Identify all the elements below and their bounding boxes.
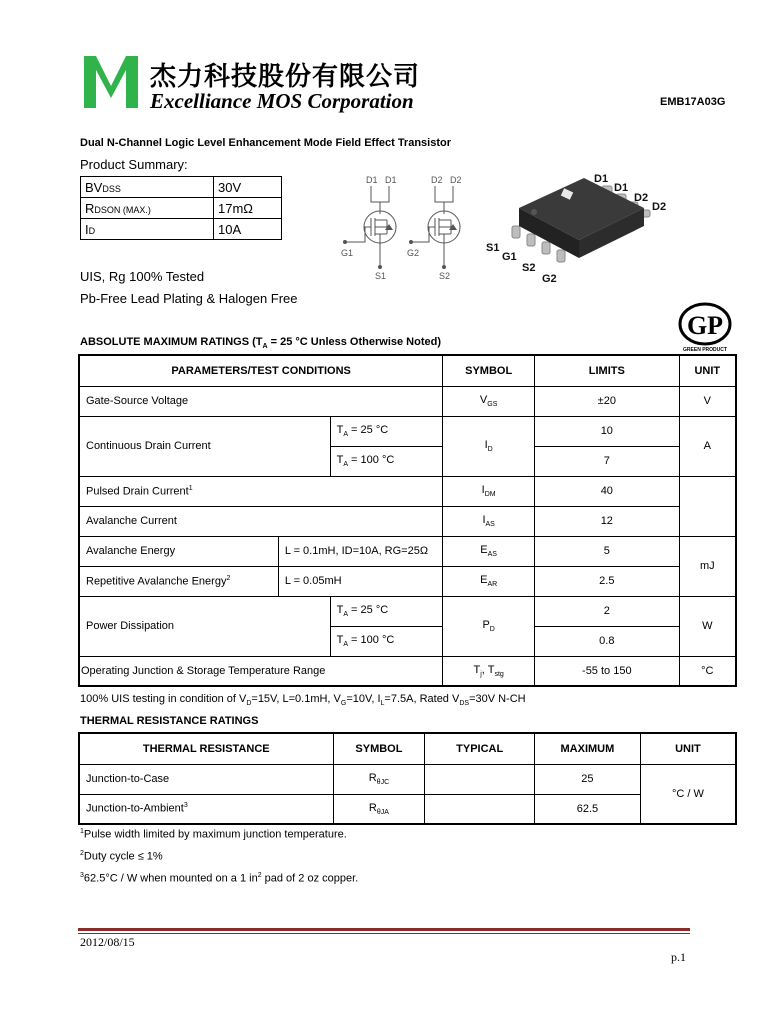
param-subscript: DSON (MAX.) bbox=[94, 204, 151, 215]
footnote-number: 1 bbox=[80, 828, 84, 835]
symbol-cell bbox=[443, 536, 535, 566]
limit-cell: 5 bbox=[535, 536, 680, 566]
typical-cell bbox=[425, 764, 535, 794]
header-maximum: MAXIMUM bbox=[535, 733, 641, 764]
cond-text: T bbox=[336, 633, 344, 646]
symbol: R bbox=[368, 801, 377, 814]
pkg-label-g2: G2 bbox=[542, 273, 557, 285]
param-text: Junction-to-Ambient bbox=[86, 803, 184, 816]
param-cell: Operating Junction & Storage Temperature Range bbox=[79, 656, 443, 686]
unit-cell: °C bbox=[679, 656, 736, 686]
sop8-package-icon bbox=[484, 168, 674, 286]
limit-cell: ±20 bbox=[535, 386, 680, 416]
schem-label-d2: D2 bbox=[431, 175, 443, 185]
param-cell: Avalanche Energy bbox=[79, 536, 278, 566]
table-row bbox=[79, 596, 736, 626]
abs-max-title bbox=[80, 336, 441, 350]
limit-cell: 12 bbox=[535, 506, 680, 536]
note-text: =30V N-CH bbox=[469, 693, 526, 705]
cond-text: = 100 °C bbox=[348, 633, 395, 646]
condition-cell bbox=[330, 446, 443, 476]
note-text: =10V, I bbox=[346, 693, 381, 705]
schem-label-g1: G1 bbox=[341, 248, 354, 258]
symbol: R bbox=[368, 771, 377, 784]
company-name-english: Excelliance MOS Corporation bbox=[150, 89, 414, 113]
product-summary-title: Product Summary: bbox=[80, 157, 188, 172]
param-main: I bbox=[85, 221, 89, 237]
table-row bbox=[79, 656, 736, 686]
header-param: THERMAL RESISTANCE bbox=[79, 733, 333, 764]
param-text: Pulsed Drain Current bbox=[86, 485, 189, 498]
footnote-number: 3 bbox=[80, 872, 84, 879]
footnote-number: 2 bbox=[80, 850, 84, 857]
symbol-cell bbox=[443, 506, 535, 536]
schem-label-d1: D1 bbox=[366, 175, 378, 185]
cond-text: = 25 °C bbox=[348, 603, 389, 616]
limit-cell: 2.5 bbox=[535, 566, 680, 596]
footnote-text: Duty cycle ≤ 1% bbox=[83, 850, 163, 863]
feature-pb-free: Pb-Free Lead Plating & Halogen Free bbox=[80, 291, 298, 306]
summary-value: 17mΩ bbox=[214, 198, 282, 219]
symbol-sub: AS bbox=[487, 551, 497, 559]
table-header-row bbox=[79, 355, 736, 386]
condition-cell bbox=[330, 626, 443, 656]
unit-cell: V bbox=[679, 386, 736, 416]
gp-logo-subtext: GREEN PRODUCT bbox=[683, 347, 727, 353]
gp-logo-text: GP bbox=[686, 311, 724, 340]
param-cell bbox=[79, 794, 333, 824]
note-sub: L bbox=[380, 700, 385, 708]
pkg-label-g1: G1 bbox=[502, 251, 517, 263]
param-cell: Avalanche Current bbox=[79, 506, 443, 536]
cond-sub: A bbox=[343, 611, 348, 619]
title-text: = 25 °C Unless Otherwise Noted) bbox=[267, 336, 441, 348]
note-sub: DS bbox=[459, 700, 470, 708]
thermal-table bbox=[78, 732, 737, 825]
schem-label-g2: G2 bbox=[407, 248, 420, 258]
param-subscript: D bbox=[88, 225, 96, 236]
pkg-label-d2: D2 bbox=[652, 201, 667, 213]
part-number: EMB17A03G bbox=[660, 96, 726, 108]
table-row bbox=[79, 506, 736, 536]
footnote-ref: 1 bbox=[188, 484, 193, 492]
param-cell: Gate-Source Voltage bbox=[79, 386, 443, 416]
green-product-logo-icon bbox=[677, 301, 733, 353]
note-sub: D bbox=[246, 700, 252, 708]
limit-cell: 7 bbox=[535, 446, 680, 476]
symbol: I bbox=[482, 513, 486, 526]
symbol-sub: AS bbox=[485, 521, 495, 529]
param-cell bbox=[79, 566, 278, 596]
footer-rule-thin bbox=[78, 933, 690, 934]
cond-sub: A bbox=[343, 461, 348, 469]
symbol-sub: AR bbox=[487, 581, 498, 589]
symbol-cell bbox=[333, 794, 425, 824]
unit-cell bbox=[679, 476, 736, 536]
symbol: E bbox=[480, 543, 488, 556]
param-cell: Junction-to-Case bbox=[79, 764, 333, 794]
pkg-label-d1: D1 bbox=[614, 182, 629, 194]
limit-cell: -55 to 150 bbox=[535, 656, 680, 686]
pkg-label-s2: S2 bbox=[522, 262, 536, 274]
header-unit: UNIT bbox=[679, 355, 736, 386]
param-main: BV bbox=[85, 179, 103, 195]
symbol: V bbox=[479, 393, 488, 406]
summary-param bbox=[81, 177, 214, 198]
cond-text: T bbox=[336, 453, 344, 466]
note-text: =7.5A, Rated V bbox=[384, 693, 460, 705]
unit-cell: W bbox=[679, 596, 736, 656]
maximum-cell: 25 bbox=[535, 764, 641, 794]
summary-param bbox=[81, 198, 214, 219]
note-sub: G bbox=[340, 700, 347, 708]
header-typical: TYPICAL bbox=[425, 733, 535, 764]
header-unit: UNIT bbox=[640, 733, 736, 764]
condition-cell bbox=[330, 596, 443, 626]
uis-test-note bbox=[80, 693, 526, 707]
summary-value: 30V bbox=[214, 177, 282, 198]
summary-row bbox=[81, 219, 282, 240]
limit-cell: 10 bbox=[535, 416, 680, 446]
symbol-cell bbox=[443, 596, 535, 656]
table-row bbox=[79, 794, 736, 824]
header-limits: LIMITS bbox=[535, 355, 680, 386]
table-row bbox=[79, 764, 736, 794]
cond-text: = 25 °C bbox=[348, 423, 389, 436]
footer-rule bbox=[78, 928, 690, 931]
header-symbol: SYMBOL bbox=[443, 355, 535, 386]
schem-label-d1: D1 bbox=[385, 175, 397, 185]
cond-text: = 100 °C bbox=[348, 453, 395, 466]
unit-cell: mJ bbox=[679, 536, 736, 596]
symbol-cell bbox=[443, 416, 535, 476]
header-symbol: SYMBOL bbox=[333, 733, 425, 764]
symbol-sub: D bbox=[489, 626, 495, 634]
maximum-cell: 62.5 bbox=[535, 794, 641, 824]
summary-value: 10A bbox=[214, 219, 282, 240]
table-header-row bbox=[79, 733, 736, 764]
footnote-text: pad of 2 oz copper. bbox=[261, 872, 359, 885]
footnote-3 bbox=[80, 872, 358, 885]
symbol-sub: D bbox=[487, 446, 493, 454]
footnote-1 bbox=[80, 828, 347, 841]
table-row bbox=[79, 536, 736, 566]
schem-label-s1: S1 bbox=[375, 271, 387, 281]
footnote-superscript: 2 bbox=[257, 872, 262, 879]
summary-param bbox=[81, 219, 214, 240]
feature-uis: UIS, Rg 100% Tested bbox=[80, 269, 205, 284]
symbol: E bbox=[480, 573, 488, 586]
cond-text: T bbox=[336, 603, 344, 616]
summary-row bbox=[81, 177, 282, 198]
param-main: R bbox=[85, 200, 95, 216]
pkg-label-d2: D2 bbox=[634, 192, 649, 204]
param-subscript: DSS bbox=[102, 183, 121, 194]
symbol-cell bbox=[443, 566, 535, 596]
typical-cell bbox=[425, 794, 535, 824]
symbol-cell bbox=[443, 476, 535, 506]
limit-cell: 0.8 bbox=[535, 626, 680, 656]
note-text: 100% UIS testing in condition of V bbox=[80, 693, 247, 705]
company-name-chinese: 杰力科技股份有限公司 bbox=[150, 62, 421, 92]
footer-page-number: p.1 bbox=[671, 950, 686, 964]
header-param: PARAMETERS/TEST CONDITIONS bbox=[79, 355, 443, 386]
symbol-cell bbox=[333, 764, 425, 794]
cond-text: T bbox=[336, 423, 344, 436]
company-logo-icon bbox=[82, 52, 140, 112]
pkg-label-s1: S1 bbox=[486, 242, 500, 254]
symbol-sub: j bbox=[480, 670, 482, 678]
symbol-sub: stg bbox=[494, 670, 504, 678]
abs-max-table bbox=[78, 354, 737, 687]
title-subscript: A bbox=[262, 343, 268, 351]
param-cell: Power Dissipation bbox=[79, 596, 330, 656]
unit-cell: °C / W bbox=[640, 764, 736, 824]
table-row bbox=[79, 566, 736, 596]
symbol-cell bbox=[443, 386, 535, 416]
symbol: , T bbox=[481, 663, 495, 676]
symbol: T bbox=[473, 663, 481, 676]
cond-sub: A bbox=[343, 431, 348, 439]
product-summary-table bbox=[80, 176, 282, 240]
symbol: I bbox=[484, 438, 488, 451]
symbol: P bbox=[482, 618, 490, 631]
footnote-ref: 3 bbox=[183, 802, 188, 810]
symbol-sub: θJC bbox=[376, 779, 390, 787]
param-cell: Continuous Drain Current bbox=[79, 416, 330, 476]
symbol-cell bbox=[443, 656, 535, 686]
symbol-sub: DM bbox=[484, 491, 496, 499]
condition-cell: L = 0.1mH, ID=10A, RG=25Ω bbox=[278, 536, 442, 566]
cond-sub: A bbox=[343, 641, 348, 649]
symbol-sub: θJA bbox=[376, 808, 389, 816]
thermal-title: THERMAL RESISTANCE RATINGS bbox=[80, 715, 259, 727]
title-text: ABSOLUTE MAXIMUM RATINGS (T bbox=[80, 336, 263, 348]
symbol: I bbox=[481, 483, 485, 496]
param-cell bbox=[79, 476, 443, 506]
param-text: Repetitive Avalanche Energy bbox=[86, 575, 227, 588]
document-subtitle: Dual N-Channel Logic Level Enhancement Mode Field Effect Transistor bbox=[80, 137, 452, 149]
limit-cell: 2 bbox=[535, 596, 680, 626]
limit-cell: 40 bbox=[535, 476, 680, 506]
footnote-ref: 2 bbox=[226, 574, 231, 582]
unit-cell: A bbox=[679, 416, 736, 476]
condition-cell bbox=[330, 416, 443, 446]
table-row bbox=[79, 416, 736, 446]
table-row bbox=[79, 476, 736, 506]
summary-row bbox=[81, 198, 282, 219]
pkg-label-d1: D1 bbox=[594, 173, 609, 185]
schem-label-s2: S2 bbox=[439, 271, 451, 281]
symbol-sub: GS bbox=[487, 401, 498, 409]
mosfet-schematic-icon bbox=[335, 172, 475, 282]
footnote-2 bbox=[80, 850, 163, 863]
schem-label-d2: D2 bbox=[450, 175, 462, 185]
condition-cell: L = 0.05mH bbox=[278, 566, 442, 596]
footnote-text: Pulse width limited by maximum junction temperature. bbox=[83, 828, 347, 841]
note-text: =15V, L=0.1mH, V bbox=[251, 693, 341, 705]
footnote-text: 62.5°C / W when mounted on a 1 in bbox=[83, 872, 258, 885]
footer-date: 2012/08/15 bbox=[80, 935, 135, 949]
table-row bbox=[79, 386, 736, 416]
